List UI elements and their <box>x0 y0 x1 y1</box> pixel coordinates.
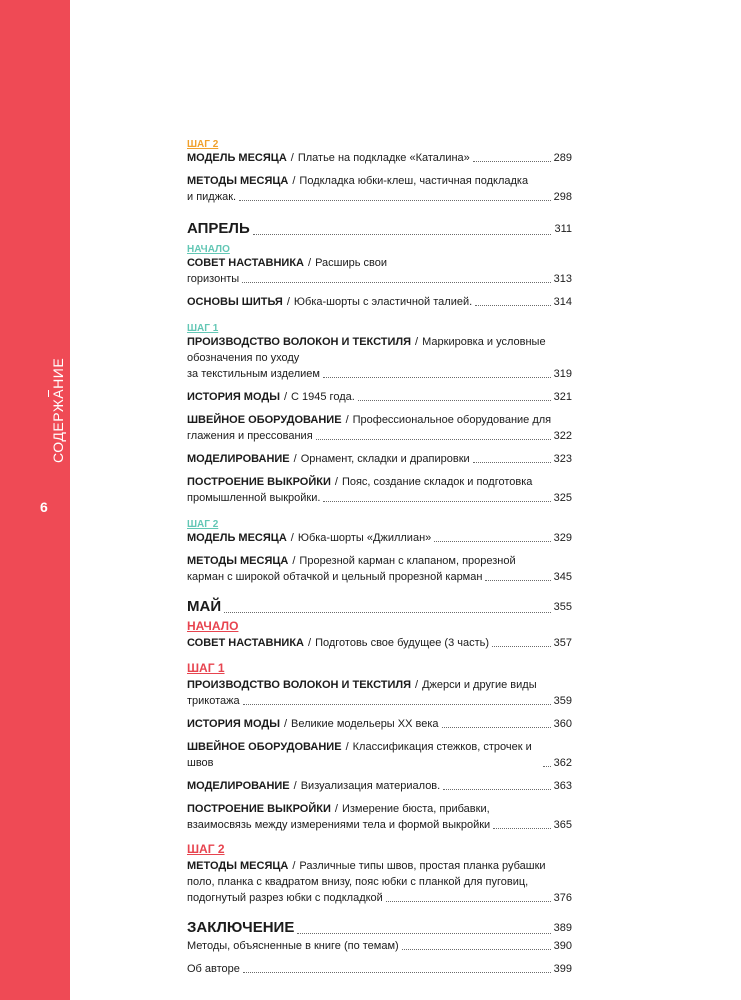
step-tag: НАЧАЛО <box>187 244 230 255</box>
heading-label: ЗАКЛЮЧЕНИЕ <box>187 919 295 936</box>
toc-entry[interactable]: ИСТОРИЯ МОДЫ / С 1945 года. 321 <box>187 391 572 403</box>
entry-title-cont: за текстильным изделием <box>187 368 320 380</box>
leader-dots <box>323 377 551 378</box>
entry-title: Великие модельеры XX века <box>291 718 439 730</box>
entry-title-cont: глажения и прессования <box>187 430 313 442</box>
page-ref: 323 <box>553 453 572 465</box>
page-ref: 322 <box>553 430 572 442</box>
leader-dots <box>243 972 551 973</box>
page-ref: 362 <box>553 757 572 769</box>
entry-category: МОДЕЛИРОВАНИЕ <box>187 453 290 465</box>
page-ref: 325 <box>553 492 572 504</box>
toc-entry[interactable]: МОДЕЛИРОВАНИЕ / Орнамент, складки и драпировки 323 <box>187 453 572 465</box>
entry-category: МЕТОДЫ МЕСЯЦА <box>187 860 289 872</box>
entry-title: Юбка-шорты с эластичной талией. <box>293 296 473 308</box>
toc-entry[interactable]: ПРОИЗВОДСТВО ВОЛОКОН И ТЕКСТИЛЯ / Маркировка и условные обозначения по уходу за текстильным изделием 319 <box>187 336 572 380</box>
entry-category: ШВЕЙНОЕ ОБОРУДОВАНИЕ <box>187 741 342 753</box>
toc-entry[interactable]: ШВЕЙНОЕ ОБОРУДОВАНИЕ / Профессиональное оборудование для глажения и прессования 322 <box>187 414 572 442</box>
entry-category: МОДЕЛЬ МЕСЯЦА <box>187 532 287 544</box>
entry-title-cont: и пиджак. <box>187 191 237 203</box>
entry-title-cont: взаимосвязь между измерениями тела и формой выкройки <box>187 819 491 831</box>
leader-dots <box>492 646 551 647</box>
entry-title: Платье на подкладке «Каталина» <box>297 152 470 164</box>
leader-dots <box>323 501 550 502</box>
page-ref: 289 <box>553 152 572 164</box>
leader-dots <box>434 541 550 542</box>
page-ref: 321 <box>553 391 572 403</box>
page-ref: 319 <box>553 368 572 380</box>
leader-dots <box>402 949 551 950</box>
page-ref: 329 <box>553 532 572 544</box>
leader-dots <box>253 234 552 235</box>
entry-title-cont: обозначения по уходу <box>187 352 300 364</box>
entry-category: ИСТОРИЯ МОДЫ <box>187 718 280 730</box>
entry-title: Подготовь свое будущее (3 часть) <box>315 637 490 649</box>
step-tag: ШАГ 2 <box>187 139 219 150</box>
entry-title-cont: поло, планка с квадратом внизу, пояс юбки с планкой для пуговиц, <box>187 876 529 888</box>
leader-dots <box>224 612 551 613</box>
toc-entry[interactable]: ШВЕЙНОЕ ОБОРУДОВАНИЕ / Классификация стежков, строчек и швов 362 <box>187 741 572 769</box>
page-ref: 376 <box>553 892 572 904</box>
entry-title-cont: карман с широкой обтачкой и цельный прорезной карман <box>187 571 483 583</box>
step-tag: ШАГ 2 <box>187 519 219 530</box>
month-label: МАЙ <box>187 598 222 615</box>
entry-title-cont: горизонты <box>187 273 240 285</box>
entry-title: Джерси и другие виды <box>422 679 537 691</box>
section-label: СОДЕРЖАНИЕ <box>50 357 66 463</box>
page-ref: 313 <box>553 273 572 285</box>
toc-entry[interactable]: ПОСТРОЕНИЕ ВЫКРОЙКИ / Измерение бюста, прибавки, взаимосвязь между измерениями тела и формой выкройки 365 <box>187 803 572 831</box>
entry-title: Измерение бюста, прибавки, <box>341 803 490 815</box>
conclusion-heading[interactable] <box>187 918 572 938</box>
page-ref: 355 <box>553 601 572 613</box>
page-ref: 345 <box>553 571 572 583</box>
month-label: АПРЕЛЬ <box>187 220 250 237</box>
entry-category: МОДЕЛЬ МЕСЯЦА <box>187 152 287 164</box>
entry-title: Пояс, создание складок и подготовка <box>341 476 533 488</box>
entry-title: Классификация стежков, строчек и швов <box>187 741 532 769</box>
page-ref: 311 <box>554 223 572 235</box>
entry-title: Профессиональное оборудование для <box>352 414 552 426</box>
toc-entry[interactable]: ПОСТРОЕНИЕ ВЫКРОЙКИ / Пояс, создание складок и подготовка промышленной выкройки. 325 <box>187 476 572 504</box>
page-ref: 360 <box>553 718 572 730</box>
page-ref: 357 <box>553 637 572 649</box>
toc-entry[interactable]: МОДЕЛИРОВАНИЕ / Визуализация материалов. 363 <box>187 780 572 792</box>
month-april[interactable] <box>187 219 572 239</box>
entry-category: ПРОИЗВОДСТВО ВОЛОКОН И ТЕКСТИЛЯ <box>187 336 412 348</box>
entry-title-cont: трикотажа <box>187 695 240 707</box>
toc-entry[interactable]: СОВЕТ НАСТАВНИКА / Подготовь свое будущее (3 часть) 357 <box>187 637 572 649</box>
leader-dots <box>242 282 550 283</box>
toc-entry[interactable] <box>187 961 572 977</box>
leader-dots <box>442 727 551 728</box>
leader-dots <box>473 161 551 162</box>
entry-title: Юбка-шорты «Джиллиан» <box>297 532 432 544</box>
leader-dots <box>239 200 551 201</box>
entry-title: Подкладка юбки-клеш, частичная подкладка <box>299 175 529 187</box>
toc-entry[interactable]: ОСНОВЫ ШИТЬЯ / Юбка-шорты с эластичной талией. 314 <box>187 296 572 308</box>
sidebar-divider <box>48 390 49 397</box>
step-tag: ШАГ 2 <box>187 842 225 856</box>
month-may[interactable] <box>187 597 572 617</box>
leader-dots <box>358 400 551 401</box>
entry-title: Различные типы швов, простая планка рубашки <box>299 860 546 872</box>
toc-entry[interactable] <box>187 938 572 954</box>
table-of-contents <box>187 134 572 984</box>
step-tag: НАЧАЛО <box>187 619 239 633</box>
leader-dots <box>485 580 550 581</box>
entry-category: СОВЕТ НАСТАВНИКА <box>187 257 304 269</box>
entry-category: МОДЕЛИРОВАНИЕ <box>187 780 290 792</box>
toc-entry[interactable]: МОДЕЛЬ МЕСЯЦА / Юбка-шорты «Джиллиан» 329 <box>187 532 572 544</box>
toc-entry[interactable]: МЕТОДЫ МЕСЯЦА / Подкладка юбки-клеш, частичная подкладка и пиджак. 298 <box>187 175 572 203</box>
page-number: 6 <box>40 499 48 515</box>
leader-dots <box>543 766 551 767</box>
toc-entry[interactable]: МЕТОДЫ МЕСЯЦА / Различные типы швов, простая планка рубашки поло, планка с квадратом внизу, пояс юбки с планкой для пуговиц, подогнутый разрез юбки с подкладкой 376 <box>187 860 572 904</box>
entry-title-cont: подогнутый разрез юбки с подкладкой <box>187 892 383 904</box>
toc-entry[interactable]: ИСТОРИЯ МОДЫ / Великие модельеры XX века 360 <box>187 718 572 730</box>
page-ref: 314 <box>553 296 572 308</box>
page-ref: 363 <box>553 780 572 792</box>
leader-dots <box>386 901 551 902</box>
entry-title: Расширь свои <box>315 257 388 269</box>
entry-category: МЕТОДЫ МЕСЯЦА <box>187 175 289 187</box>
entry-category: ИСТОРИЯ МОДЫ <box>187 391 280 403</box>
step-tag: ШАГ 1 <box>187 661 225 675</box>
entry-category: ПОСТРОЕНИЕ ВЫКРОЙКИ <box>187 803 331 815</box>
sidebar <box>0 0 70 1000</box>
toc-entry[interactable]: СОВЕТ НАСТАВНИКА / Расширь свои горизонты 313 <box>187 257 572 285</box>
entry-title: Об авторе <box>187 963 240 975</box>
entry-title: Прорезной карман с клапаном, прорезной <box>299 555 516 567</box>
entry-title: Орнамент, складки и драпировки <box>300 453 470 465</box>
entry-category: ПРОИЗВОДСТВО ВОЛОКОН И ТЕКСТИЛЯ <box>187 679 412 691</box>
leader-dots <box>475 305 550 306</box>
page-ref: 298 <box>553 191 572 203</box>
page-ref: 390 <box>553 940 572 952</box>
entry-category: ОСНОВЫ ШИТЬЯ <box>187 296 283 308</box>
entry-category: МЕТОДЫ МЕСЯЦА <box>187 555 289 567</box>
entry-title: Маркировка и условные <box>422 336 546 348</box>
entry-category: СОВЕТ НАСТАВНИКА <box>187 637 304 649</box>
entry-title: С 1945 года. <box>291 391 355 403</box>
toc-entry[interactable]: МОДЕЛЬ МЕСЯЦА / Платье на подкладке «Каталина» 289 <box>187 152 572 164</box>
entry-title: Визуализация материалов. <box>300 780 441 792</box>
page-ref: 365 <box>553 819 572 831</box>
leader-dots <box>316 439 551 440</box>
leader-dots <box>243 704 551 705</box>
page-ref: 359 <box>553 695 572 707</box>
entry-category: ШВЕЙНОЕ ОБОРУДОВАНИЕ <box>187 414 342 426</box>
leader-dots <box>493 828 550 829</box>
entry-title: Методы, объясненные в книге (по темам) <box>187 940 399 952</box>
entry-category: ПОСТРОЕНИЕ ВЫКРОЙКИ <box>187 476 331 488</box>
step-tag: ШАГ 1 <box>187 323 219 334</box>
toc-entry[interactable]: ПРОИЗВОДСТВО ВОЛОКОН И ТЕКСТИЛЯ / Джерси и другие виды трикотажа 359 <box>187 679 572 707</box>
toc-entry[interactable]: МЕТОДЫ МЕСЯЦА / Прорезной карман с клапаном, прорезной карман с широкой обтачкой и цельный прорезной карман 345 <box>187 555 572 583</box>
leader-dots <box>297 933 550 934</box>
page-ref: 389 <box>553 922 572 934</box>
entry-title-cont: промышленной выкройки. <box>187 492 321 504</box>
leader-dots <box>443 789 550 790</box>
leader-dots <box>473 462 551 463</box>
page-ref: 399 <box>553 963 572 975</box>
